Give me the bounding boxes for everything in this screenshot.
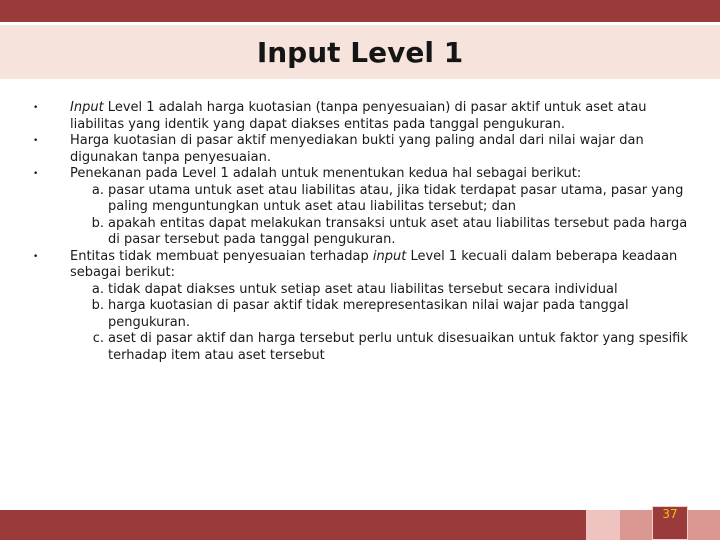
sub-item-marker: a.	[91, 182, 104, 198]
sub-item	[40, 298, 700, 331]
sub-item-marker: b.	[91, 215, 104, 231]
sub-item-marker: c.	[92, 331, 104, 346]
sub-item	[40, 331, 700, 364]
bullet-italic-lead: Input	[70, 100, 104, 115]
footer-block-mid	[620, 510, 652, 540]
sub-item	[40, 282, 700, 299]
bullet-text: Level 1 kecuali dalam beberapa keadaan sebagai berikut:	[70, 248, 678, 280]
sub-item	[40, 183, 700, 216]
sub-item-marker: b.	[91, 298, 104, 313]
sub-item-text: harga kuotasian di pasar aktif tidak merepresentasikan nilai wajar pada tanggal pengukuran.	[108, 298, 629, 330]
page-number: 37	[662, 507, 678, 521]
bullet-item-2	[33, 133, 700, 166]
bullet-item-1	[33, 100, 700, 133]
bullet-icon: •	[33, 103, 39, 113]
footer-block-light	[586, 510, 620, 540]
slide-title: Input Level 1	[256, 36, 464, 69]
sub-item-text: pasar utama untuk aset atau liabilitas atau, jika tidak terdapat pasar utama, pasar yang paling menguntungkan untuk aset atau liabilitas tersebut; dan	[108, 182, 684, 214]
sub-item-marker: a.	[91, 281, 104, 297]
sub-item-text: apakah entitas dapat melakukan transaksi untuk aset atau liabilitas tersebut pada harga di pasar tersebut pada tanggal pengukuran.	[108, 215, 688, 247]
bullet-icon: •	[33, 169, 39, 179]
slide-content	[33, 100, 700, 364]
top-accent-bar	[0, 0, 720, 22]
sub-item-text: tidak dapat diakses untuk setiap aset atau liabilitas tersebut secara individual	[108, 281, 618, 297]
sub-item-text: aset di pasar aktif dan harga tersebut perlu untuk disesuaikan untuk faktor yang spesifik terhadap item atau aset tersebut	[108, 331, 688, 363]
bullet-item-4	[33, 248, 700, 282]
bullet-text: Level 1 adalah harga kuotasian (tanpa penyesuaian) di pasar aktif untuk aset atau liabilitas yang identik yang dapat diakses entitas pada tanggal pengukuran.	[70, 100, 647, 132]
bullet-italic-word: input	[372, 248, 407, 264]
bullet-text: Penekanan pada Level 1 adalah untuk menentukan kedua hal sebagai berikut:	[70, 166, 582, 181]
sub-item	[40, 216, 700, 249]
bullet-item-3	[33, 166, 700, 183]
footer-block-right	[688, 510, 720, 540]
bullet-text: Harga kuotasian di pasar aktif menyediakan bukti yang paling andal dari nilai wajar dan digunakan tanpa penyesuaian.	[70, 133, 644, 165]
bullet-icon: •	[33, 251, 39, 262]
bullet-text: Entitas tidak membuat penyesuaian terhadap	[70, 248, 373, 264]
bullet-icon: •	[33, 136, 39, 146]
